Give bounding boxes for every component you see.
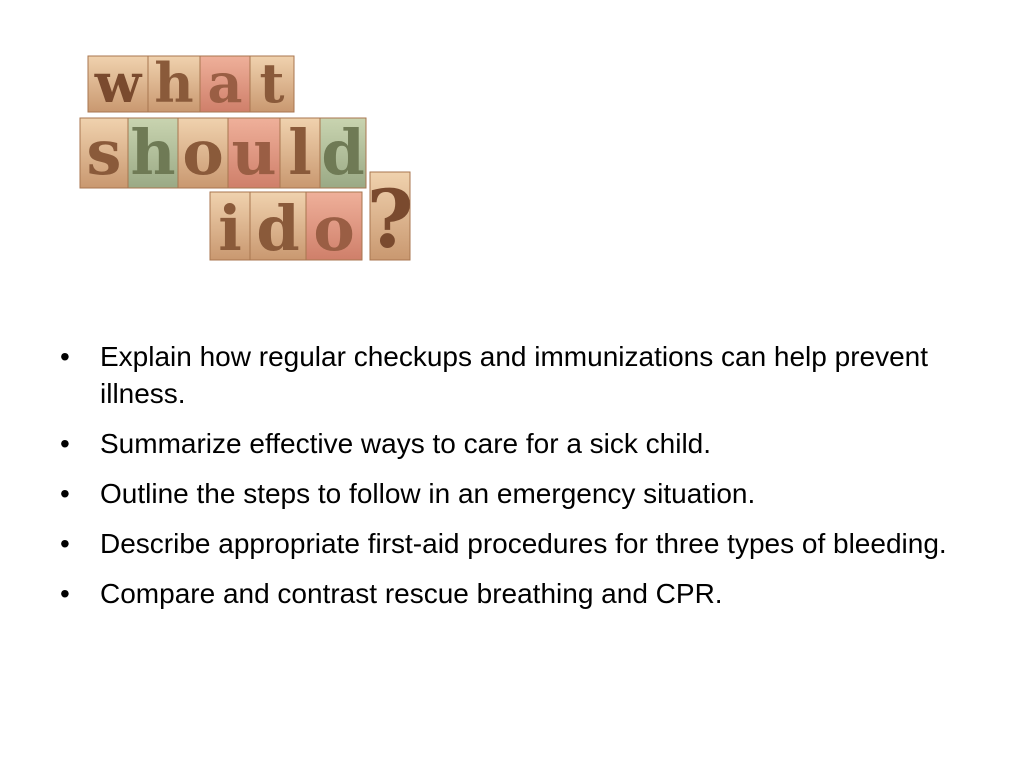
letter-u: u	[231, 116, 277, 189]
bullet-item	[60, 575, 960, 612]
letter-question-mark: ?	[366, 172, 414, 266]
letterpress-row-should	[80, 116, 366, 189]
letter-h: h	[130, 116, 176, 189]
bullet-text: Describe appropriate first-aid procedures for three types of bleeding.	[100, 528, 947, 559]
letter-h: h	[154, 51, 194, 115]
letter-d: d	[321, 116, 365, 189]
bullet-item	[60, 525, 960, 562]
bullet-text: Summarize effective ways to care for a sick child.	[100, 428, 712, 459]
bullet-glyph: •	[60, 578, 70, 609]
letter-d: d	[256, 192, 300, 265]
letterpress-row-what	[88, 51, 294, 115]
bullet-text: Compare and contrast rescue breathing and CPR.	[100, 578, 723, 609]
letter-i: i	[218, 192, 242, 265]
letter-t: t	[259, 51, 285, 115]
bullet-glyph: •	[60, 478, 70, 509]
bullet-item	[60, 338, 960, 412]
bullet-text: Explain how regular checkups and immunizations can help prevent illness.	[100, 341, 929, 409]
bullet-text: Outline the steps to follow in an emergency situation.	[100, 478, 756, 509]
bullet-glyph: •	[60, 341, 70, 372]
objectives-bullet-list	[60, 338, 960, 625]
bullet-glyph: •	[60, 428, 70, 459]
letter-a: a	[207, 51, 243, 115]
letter-o: o	[313, 192, 355, 265]
bullet-item	[60, 425, 960, 462]
bullet-glyph: •	[60, 528, 70, 559]
bullet-item	[60, 475, 960, 512]
what-should-i-do-letterpress-image	[70, 42, 430, 272]
letter-w: w	[94, 51, 142, 115]
letter-o: o	[182, 116, 224, 189]
letter-l: l	[288, 116, 312, 189]
letter-s: s	[86, 116, 122, 189]
